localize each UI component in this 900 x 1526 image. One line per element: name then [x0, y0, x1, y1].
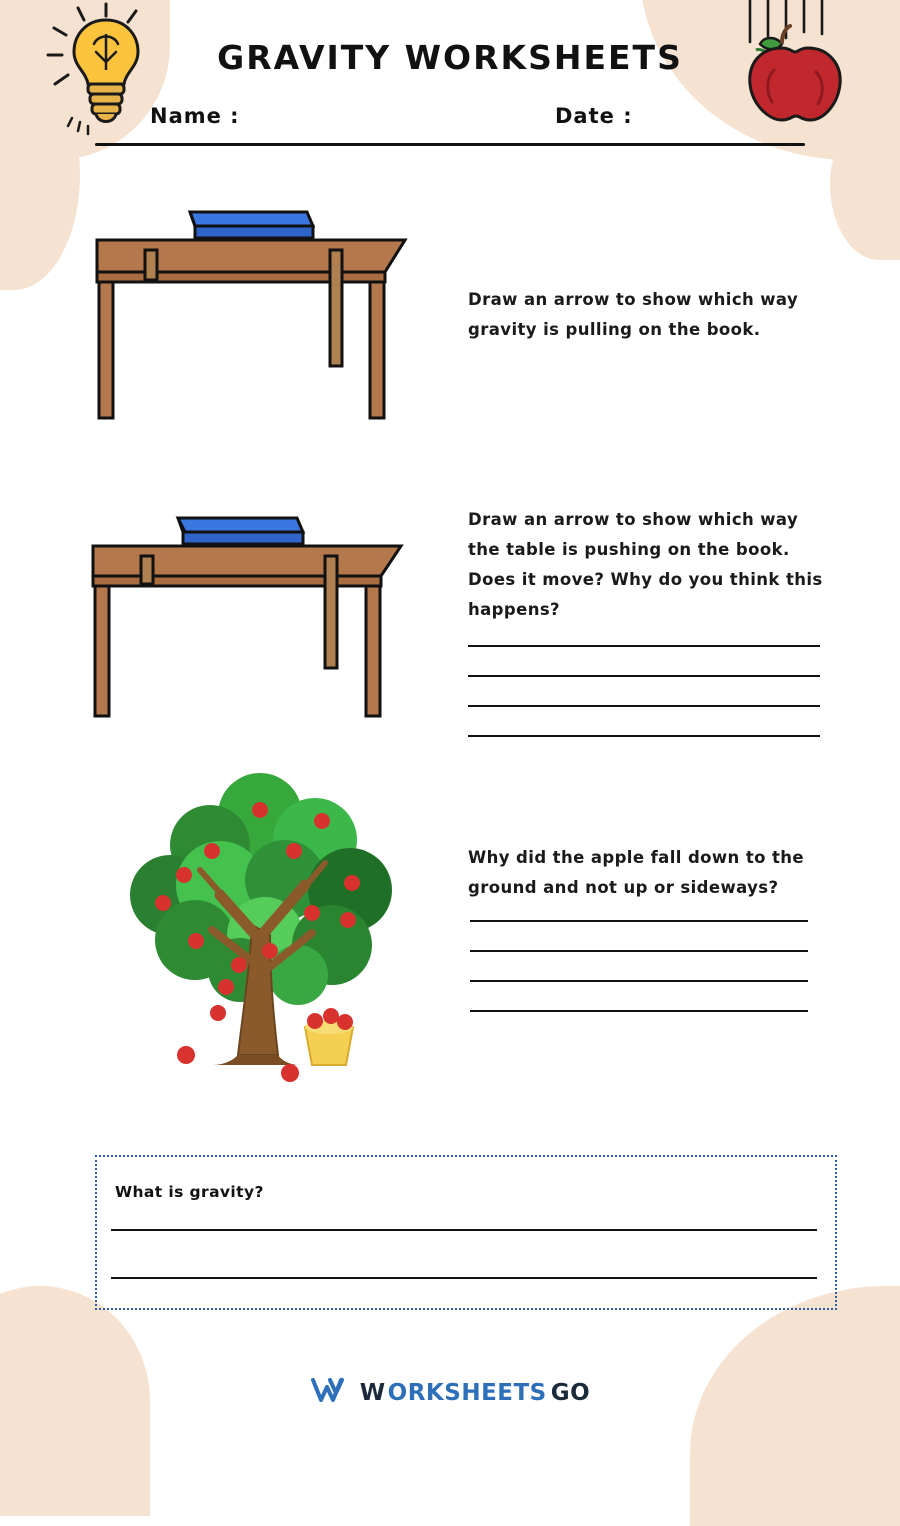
answer-line[interactable]: [468, 645, 820, 647]
question-1-text: Draw an arrow to show which way gravity is pulling on the book.: [468, 290, 799, 339]
answer-line[interactable]: [470, 920, 808, 922]
apple-tree-illustration: [100, 765, 430, 1100]
brand-text-worksheets: ORKSHEETS: [387, 1379, 547, 1406]
w-logo-icon: [310, 1375, 350, 1410]
table-with-book-illustration-2: [85, 490, 435, 735]
answer-line[interactable]: [468, 735, 820, 737]
brand-text-w: W: [359, 1379, 386, 1406]
answer-line[interactable]: [468, 675, 820, 677]
answer-line[interactable]: [470, 950, 808, 952]
question-3-text: Why did the apple fall down to the ground and not up or sideways?: [468, 848, 805, 897]
table-with-book-illustration-1: [85, 180, 435, 435]
date-label: Date :: [555, 104, 633, 128]
header-divider: [95, 143, 805, 146]
name-date-row: [95, 104, 805, 138]
bottom-question-box: [95, 1155, 837, 1310]
page-title: GRAVITY WORKSHEETS: [217, 38, 683, 77]
answer-line[interactable]: [468, 705, 820, 707]
bottom-question-text: What is gravity?: [115, 1183, 264, 1201]
name-label: Name :: [150, 104, 240, 128]
footer-brand: [0, 1375, 900, 1410]
answer-line[interactable]: [111, 1277, 817, 1279]
answer-line[interactable]: [470, 980, 808, 982]
brand-text-go: GO: [550, 1379, 591, 1406]
answer-line[interactable]: [470, 1010, 808, 1012]
question-2-text: Draw an arrow to show which way the table is pushing on the book. Does it move? Why do you think this happens?: [468, 510, 823, 619]
answer-line[interactable]: [111, 1229, 817, 1231]
